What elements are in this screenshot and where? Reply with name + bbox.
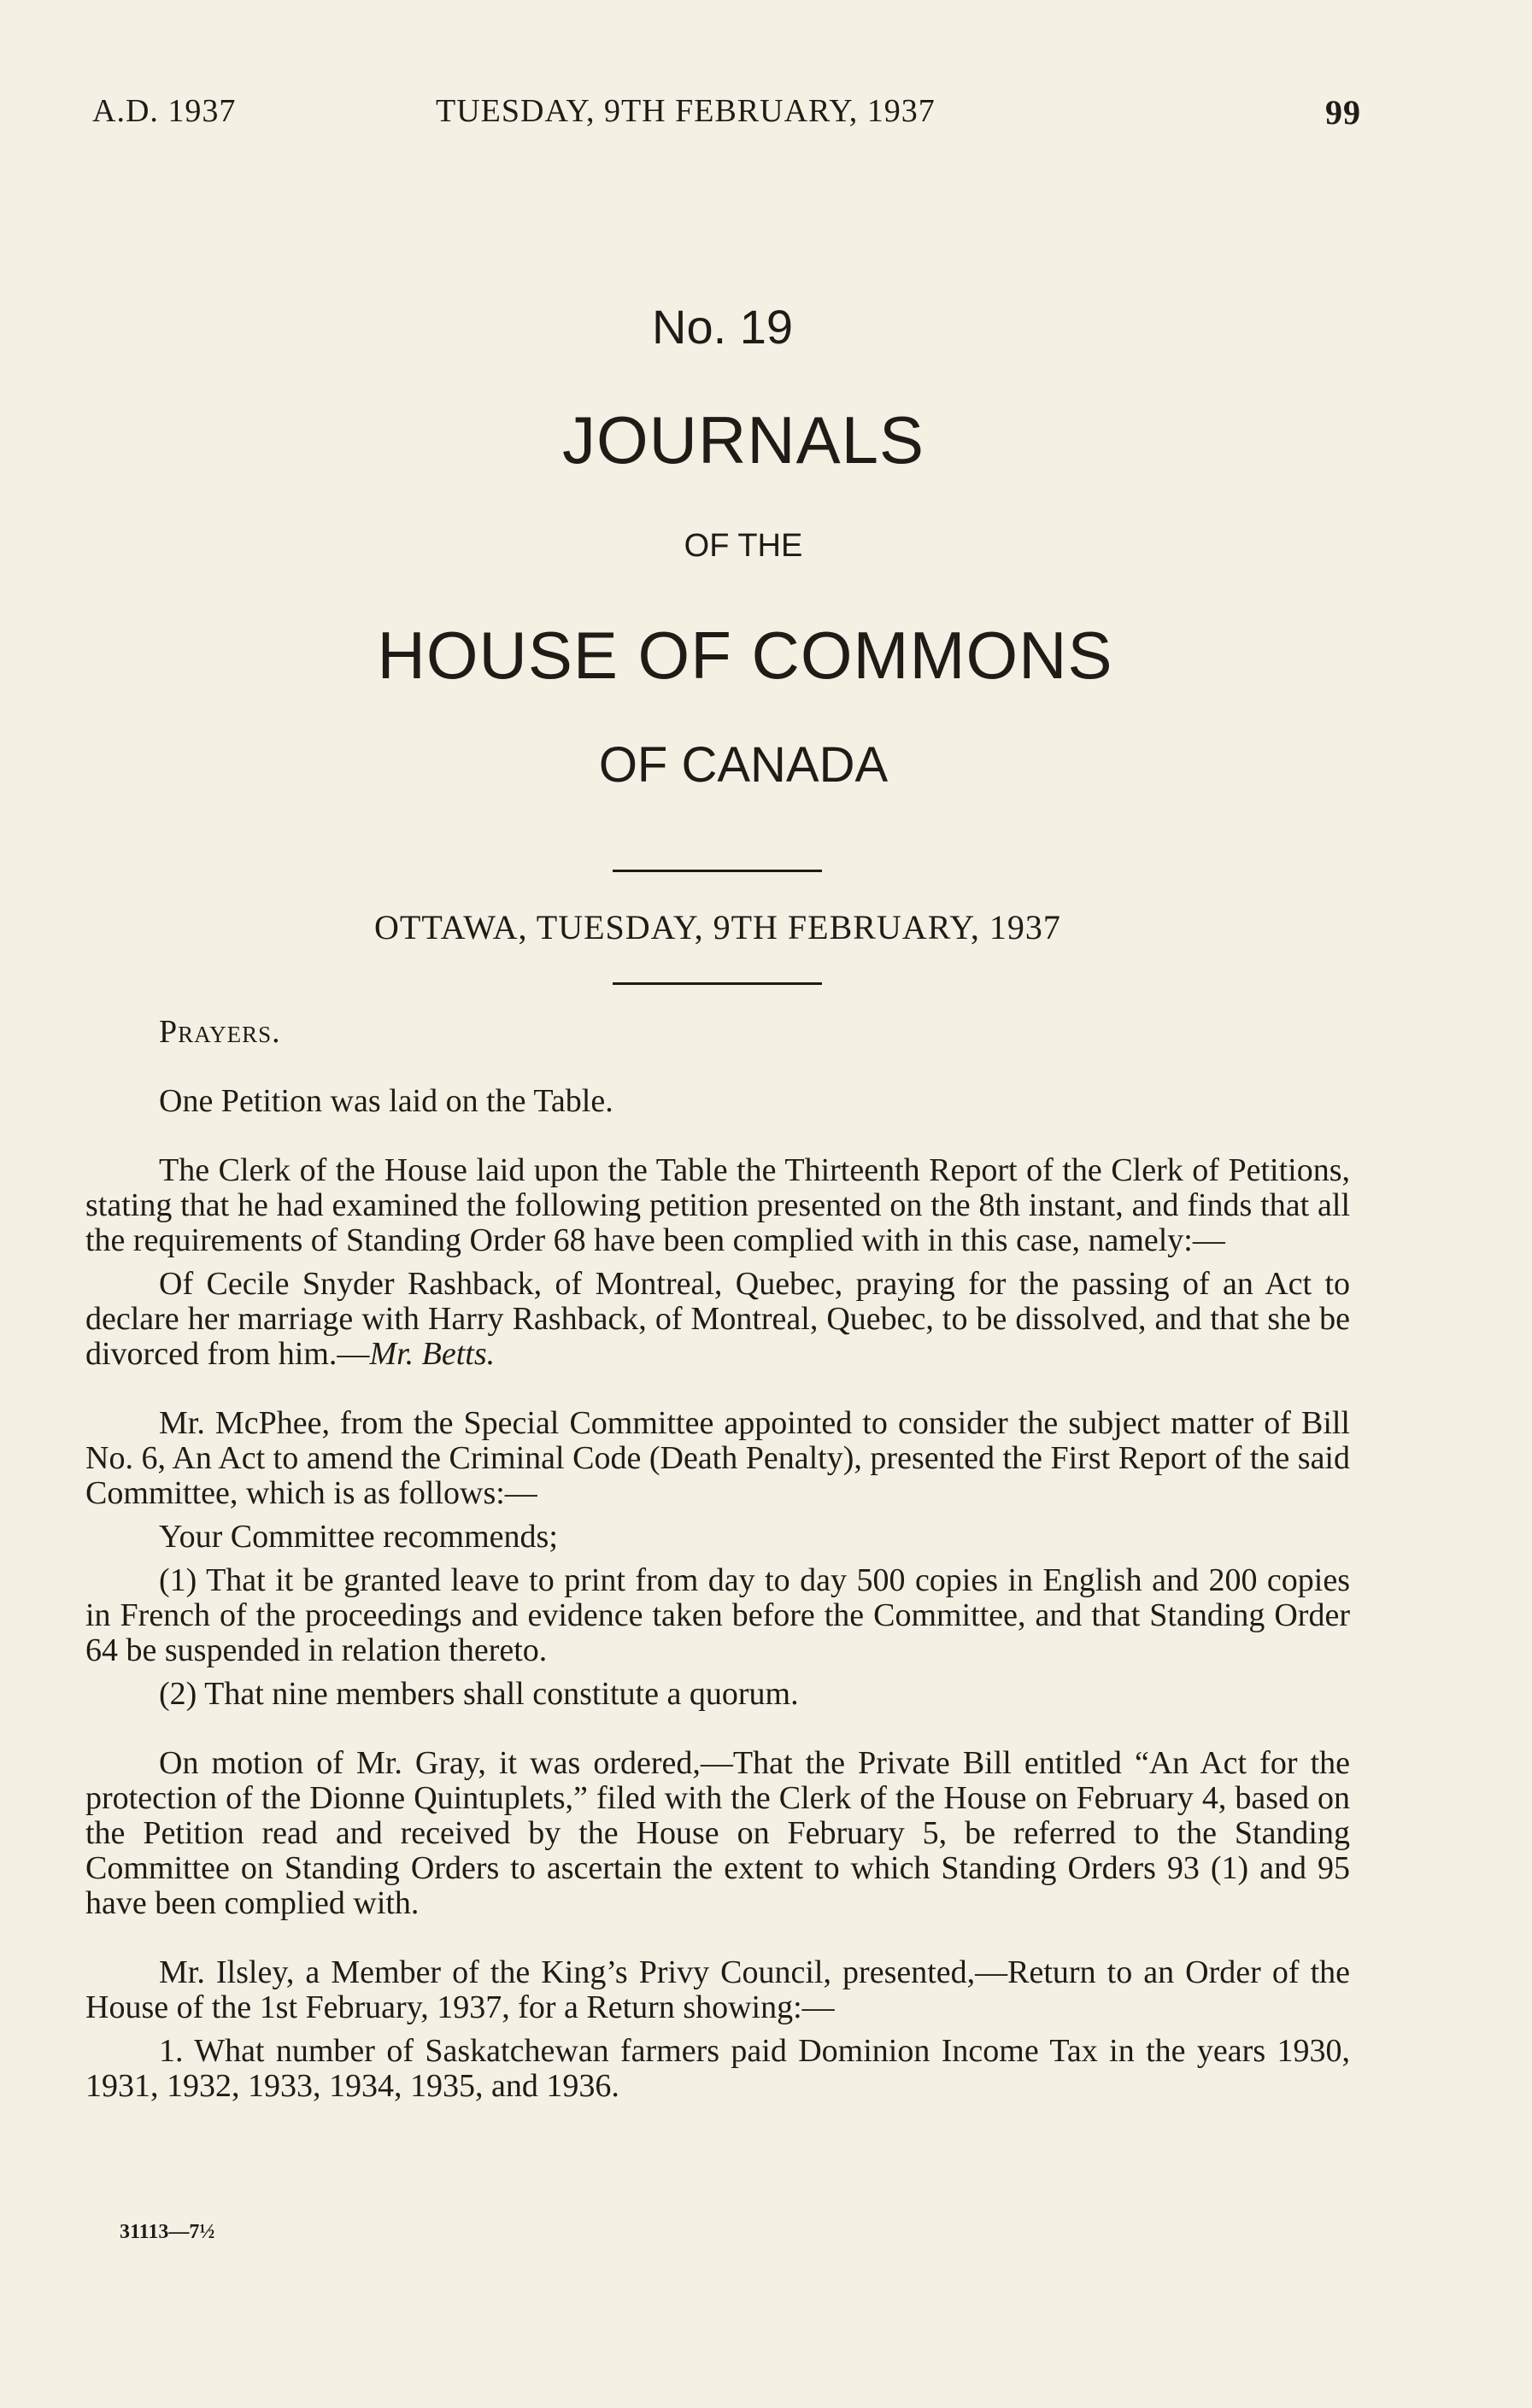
ilsley-return-paragraph: Mr. Ilsley, a Member of the King’s Privy Council, presented,—Return to an Order of the House of the 1st February, 1937, for a Return showing:— [85,1954,1350,2025]
recommendation-2: (2) That nine members shall constitute a quorum. [159,1676,799,1712]
divider-top [613,870,822,872]
printer-code: 31113—7½ [120,2221,215,2243]
prayers-heading: Prayers. [159,1014,281,1050]
recommendation-1: (1) That it be granted leave to print from day to day 500 copies in English and 200 copies in French of the proceedings and evidence taken before the Committee, and that Standing Order 64 be suspended in relation thereto. [85,1562,1350,1668]
header-year: A.D. 1937 [92,93,237,129]
gray-motion-paragraph: On motion of Mr. Gray, it was ordered,—That the Private Bill entitled “An Act for the protection of the Dionne Quintuplets,” filed with the Clerk of the House on February 4, based on the Petition read and received by the House on February 5, be referred to the Standing Committee on Standing Orders to ascertain the extent to which Standing Orders 93 (1) and 95 have been complied with. [85,1745,1350,1921]
return-item-1: 1. What number of Saskatchewan farmers paid Dominion Income Tax in the years 1930, 1931, 1932, 1933, 1934, 1935, and 1936. [85,2033,1350,2104]
running-header [92,92,1361,144]
rashback-petition-paragraph [85,1267,1350,1372]
title-of-canada: OF CANADA [598,737,889,793]
page-number: 99 [1325,93,1361,132]
mcphee-report-paragraph: Mr. McPhee, from the Special Committee appointed to consider the subject matter of Bill No. 6, An Act to amend the Criminal Code (Death Penalty), presented the First Report of the said Committee, which is as follows:— [85,1405,1350,1511]
proceedings-body [85,1015,1350,2104]
session-dateline: OTTAWA, TUESDAY, 9TH FEBRUARY, 1937 [374,908,1061,946]
title-of-the: OF THE [684,528,803,564]
clerk-report-paragraph: The Clerk of the House laid upon the Table the Thirteenth Report of the Clerk of Petitions, stating that he had examined the following petition presented on the 8th instant, and finds that all the requirements of Standing Order 68 have been complied with in this case, namely:— [85,1152,1350,1258]
header-date: TUESDAY, 9TH FEBRUARY, 1937 [436,93,936,129]
rashback-petition-text: Of Cecile Snyder Rashback, of Montreal, Quebec, praying for the passing of an Act to declare her marriage with Harry Rashback, of Montreal, Quebec, to be dissolved, and that she be divorced from him.— [85,1266,1350,1372]
journal-title: JOURNALS [561,402,925,477]
committee-recommends: Your Committee recommends; [159,1519,558,1555]
rashback-mover: Mr. Betts. [369,1336,496,1372]
divider-bottom [613,982,822,985]
title-house-of-commons: HOUSE OF COMMONS [377,618,1113,693]
issue-number: No. 19 [652,300,793,354]
petition-paragraph: One Petition was laid on the Table. [159,1083,613,1119]
